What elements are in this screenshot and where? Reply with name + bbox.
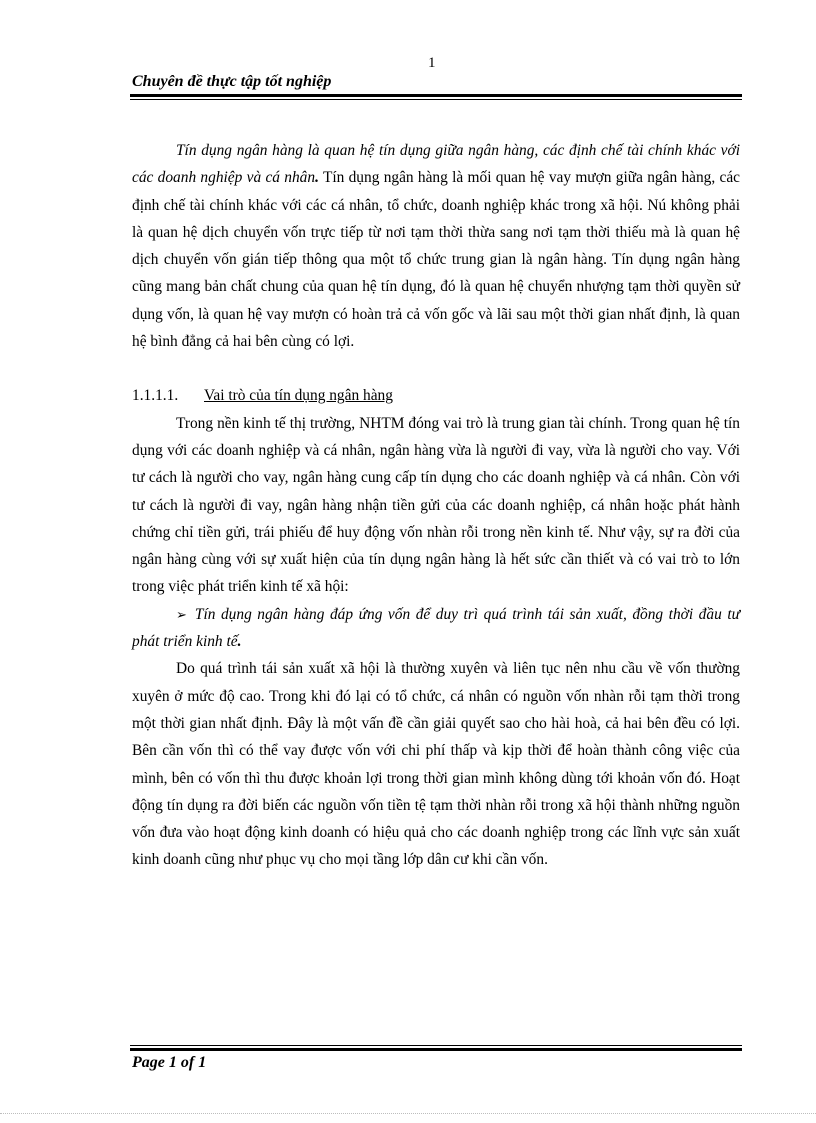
- definition-period: .: [315, 169, 319, 187]
- section-number: 1.1.1.1.: [132, 387, 179, 405]
- page-number: 1: [428, 55, 436, 71]
- bullet-period: .: [237, 633, 242, 651]
- bullet-item: [132, 601, 740, 656]
- paragraph-explanation: Do quá trình tái sản xuất xã hội là thường xuyên và liên tục nên nhu cầu về vốn thường xuyên ở mức độ cao. Trong khi đó lại có tổ chức, cá nhân có nguồn vốn nhàn rỗi tạm thời trong một thời gian nhất định. Đây là một vấn đề cần giải quyết sao cho hài hoà, cả hai bên đều có lợi. Bên cần vốn thì có thể vay được vốn với chi phí thấp và kịp thời để hoàn thành công việc của mình, bên có vốn thì thu được khoản lợi trong thời gian mình không dùng tới khoản vốn đó. Hoạt động tín dụng ra đời biến các nguồn vốn tiền tệ tạm thời nhàn rỗi trong xã hội thành những nguồn vốn đưa vào hoạt động kinh doanh có hiệu quả cho các doanh nghiệp trong các lĩnh vực sản xuất kinh doanh cũng như phục vụ cho mọi tầng lớp dân cư khi cần vốn.: [132, 660, 740, 869]
- section-heading: [132, 382, 740, 409]
- paragraph-definition: [132, 137, 740, 355]
- spacer: [132, 355, 740, 382]
- running-header-title: Chuyên đề thực tập tốt nghiệp: [132, 73, 332, 90]
- page-edge-divider: [0, 1113, 816, 1114]
- page-footer: Page 1 of 1: [132, 1054, 207, 1071]
- header-rule-thick: [130, 94, 742, 97]
- arrow-bullet-icon: ➢: [176, 606, 187, 622]
- definition-text: Tín dụng ngân hàng là mối quan hệ vay mượn giữa ngân hàng, các định chế tài chính khác với các cá nhân, tổ chức, doanh nghiệp khác trong xã hội. Nú không phải là quan hệ dịch chuyển vốn trực tiếp từ nơi tạm thời thừa sang nơi tạm thời thiếu mà là quan hệ dịch chuyển vốn gián tiếp thông qua một tổ chức trung gian là ngân hàng. Tín dụng ngân hàng cũng mang bản chất chung của quan hệ tín dụng, đó là quan hệ chuyển nhượng tạm thời quyền sử dụng vốn, là quan hệ vay mượn có hoàn trả cả vốn gốc và lãi sau một thời gian nhất định, là quan hệ bình đẳng cả hai bên cùng có lợi.: [132, 169, 741, 351]
- paragraph-role: Trong nền kinh tế thị trường, NHTM đóng vai trò là trung gian tài chính. Trong quan hệ tín dụng với các doanh nghiệp và cá nhân, ngân hàng vừa là người đi vay, vừa là người cho vay. Với tư cách là người cho vay, ngân hàng cung cấp tín dụng cho các doanh nghiệp và cá nhân. Còn với tư cách là người đi vay, ngân hàng nhận tiền gửi của các doanh nghiệp, cá nhân hoặc phát hành chứng chỉ tiền gửi, trái phiếu để huy động vốn nhàn rỗi trong nền kinh tế. Như vậy, sự ra đời của ngân hàng cùng với sự xuất hiện của tín dụng ngân hàng là hết sức cần thiết và có vai trò to lớn trong việc phát triển kinh tế xã hội:: [132, 414, 740, 596]
- document-body: [132, 137, 740, 874]
- footer-rule-thick: [130, 1048, 742, 1051]
- definition-italic: Tín dụng ngân hàng là quan hệ tín dụng giữa ngân hàng, các định chế tài chính khác với các doanh nghiệp và cá nhân: [132, 142, 740, 187]
- bullet-text: Tín dụng ngân hàng đáp ứng vốn để duy trì quá trình tái sản xuất, đồng thời đầu tư phát triển kinh tế: [132, 605, 740, 651]
- footer-rule-thin: [130, 1045, 742, 1046]
- header-rule-thin: [130, 99, 742, 100]
- section-title: Vai trò của tín dụng ngân hàng: [204, 387, 393, 405]
